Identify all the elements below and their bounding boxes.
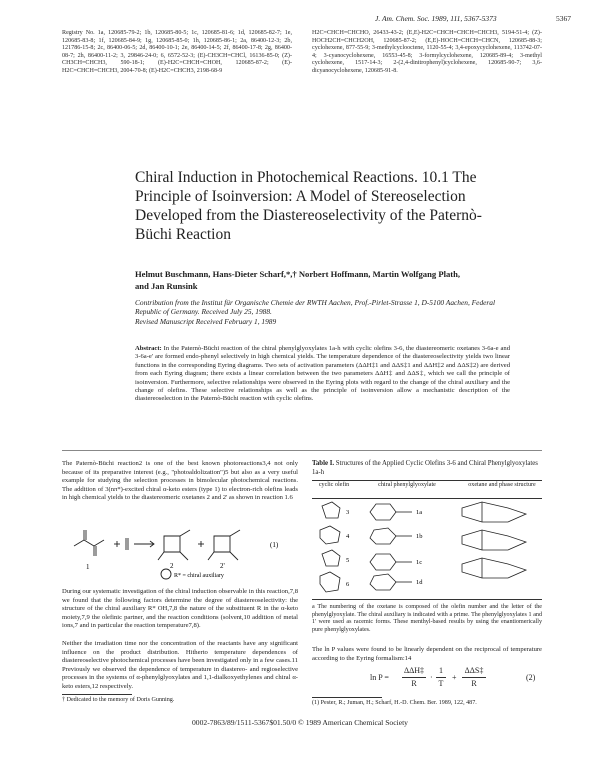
page-number: 5367 — [556, 14, 571, 23]
table-header-oxetane: oxetane and phase structure — [468, 482, 536, 488]
eyring-equation — [312, 664, 542, 694]
reference-rule — [312, 697, 382, 698]
fraction-bar-3 — [462, 677, 486, 678]
equation-den-2: T — [438, 679, 444, 688]
table-caption-text: Structures of the Applied Cyclic Olefins 3-6 and Chiral Phenylglyoxylates 1a-h — [312, 460, 538, 476]
section-divider — [62, 450, 542, 451]
table-header-olefin: cyclic olefin — [318, 482, 350, 488]
table-header-glyoxylate: chiral phenylglyoxylate — [378, 482, 436, 488]
olefin-label: 6 — [346, 581, 350, 588]
registry-numbers-left: Registry No. 1a, 120685-79-2; 1b, 120685-80-5; 1c, 120685-81-6; 1d, 120685-82-7; 1e, 120685-83-8; 1f, 120685-84-9; 1g, 120685-85-0; 1h, 120685-86-1; 2a, 86400-12-3; 2b, 121786-15-8; 2c, 86400-06-5; 2d, 86400-10-1; 2e, 86400-14-5; 2f, 86400-17-8; 2g, 86400-08-7; 2h, 86400-11-2; 3, 29846-24-0; 6, 6572-52-3; (E)-CH3CH=CHCl, 16136-85-0; (Z)-CH3CH=CHCH3, 590-18-1; (E)-H2C=CHCH=CHOH, 120685-87-2; (E)-H2C=CHCH=CHCH3, 2004-70-8; (E)-H2C=CHCH3, 2198-68-9 — [62, 30, 292, 74]
table-footnote: a The numbering of the oxetane is composed of the olefin number and the letter of the phenylglyoxylate. The chiral auxiliary is indicated with a prime. The phenylglyoxylates 1 and 1' were used as racemic forms. These menthyl-based results by using the enantiomerically pure phenylglyoxylates. — [312, 604, 542, 633]
fraction-bar-2 — [436, 677, 446, 678]
reference-1: (1) Pester, R.; Juman, H.; Scharf, H.-D. Chem. Ber. 1989, 122, 487. — [312, 700, 477, 706]
abstract-label: Abstract: — [135, 345, 162, 352]
running-header — [0, 14, 600, 28]
revised-date: Revised Manuscript Received February 1, 1989 — [135, 316, 277, 326]
equation-times: · — [430, 673, 433, 682]
olefin-label: 4 — [346, 533, 350, 540]
body-paragraph-2: During our systematic investigation of the chiral induction observable in this reaction,7,8 we found that the following factors determine the degree of diastereoselectivity: the structure of the chiral auxiliary R* OH,7,8 the nature of the substituent R in the α-keto moiety,7,9 the olefinic partner, and the reaction conditions (solvent,10 addition of metal ions,7 and in particular the reaction temperature7,8). — [62, 588, 298, 629]
compound-label-2: 2 — [170, 562, 174, 570]
registry-numbers-right: H2C=CHCH=CHCHO, 26433-43-2; (E,E)-H2C=CHCH=CHCH=CHCH3, 5194-51-4; (Z)-HOCH2CH=CHCH2OH, 120685-87-2; (E,E)-HOCH=CHCH=CHCN, 120685-88-3; cyclohexene, 877-55-9; 3-methylcyclooctene, 1120-55-4; 3,4-epoxycyclohexene, 113742-07-4; 3-cyanocyclohexene, 16553-45-8; 3-formylcyclohexene, 120685-89-4; 3-methyl cyclohexene, 1517-14-3; 2-(2,4-dinitrophenyl)cyclohexene, 120685-90-7; 3,6-dicyanocyclohexene, 120685-91-8. — [312, 30, 542, 74]
equation-den-3: R — [471, 679, 477, 688]
affiliation — [135, 298, 515, 326]
reaction-scheme-drawing — [62, 522, 298, 584]
olefin-label: 3 — [346, 509, 350, 516]
compound-label-2-prime: 2' — [220, 562, 225, 570]
equation-plus: + — [452, 673, 457, 682]
table-top-rule — [312, 480, 542, 481]
author-list — [135, 268, 515, 292]
body-paragraph-1: The Paternò-Büchi reaction2 is one of the best known photoreactions3,4 not only because of its preparative interest (e.g., "photoaldolization")5 but also as a very useful example for studying the selection processes in bimolecular photochemical reactions. The addition of 3(nπ*)-excited chiral α-keto esters (type 1) to electron-rich olefins leads in high chemical yields to the diastereomeric oxetanes 2 and 2' as shown in reaction 1.6 — [62, 460, 298, 501]
body-right-paragraph-1: The ln P values were found to be linearly dependent on the reciprocal of temperature according to the Eyring formalism:14 — [312, 646, 542, 662]
equation-lhs: ln P = — [370, 673, 389, 682]
table-caption-label: Table I. — [312, 460, 335, 467]
equation-num-2: 1 — [439, 666, 443, 675]
abstract — [135, 345, 510, 404]
glyoxylate-label: 1a — [416, 509, 423, 516]
reaction-number: (1) — [270, 541, 279, 549]
authors-line-2: and Jan Runsink — [135, 281, 198, 291]
reaction-scheme — [62, 522, 298, 584]
copyright-footer: 0002-7863/89/1511-5367$01.50/0 © 1989 American Chemical Society — [192, 718, 408, 727]
compound-label-1: 1 — [86, 563, 90, 571]
fraction-bar-1 — [402, 677, 426, 678]
structures-drawing — [312, 500, 542, 598]
table-bottom-rule — [312, 599, 542, 600]
affiliation-text: Contribution from the Institut für Organische Chemie der RWTH Aachen, Prof.-Pirlet-Strasse 1, D-5100 Aachen, Federal Republic of Germany. Received July 25, 1988. — [135, 298, 496, 317]
authors-line-1: Helmut Buschmann, Hans-Dieter Scharf,*,† Norbert Hoffmann, Martin Wolfgang Plath, — [135, 269, 461, 279]
equation-den-1: R — [411, 679, 417, 688]
journal-citation: J. Am. Chem. Soc. 1989, 111, 5367-5373 — [375, 14, 497, 23]
glyoxylate-label: 1c — [416, 559, 423, 566]
equation-num-1: ΔΔH‡ — [403, 666, 425, 675]
olefin-label: 5 — [346, 557, 350, 564]
article-title: Chiral Induction in Photochemical Reactions. 10.1 The Principle of Isoinversion: A Model of Stereoselection Developed from the Diastereoselectivity of the Paternò-Büchi Reaction — [135, 169, 482, 243]
table-caption — [312, 460, 542, 477]
equation-num-3: ΔΔS‡ — [464, 666, 484, 675]
structure-table — [312, 480, 542, 600]
table-header-rule — [312, 498, 542, 499]
scheme-legend: R* = chiral auxiliary — [174, 573, 224, 579]
dedication-footnote: † Dedicated to the memory of Doris Gunning. — [62, 697, 175, 703]
footnote-rule — [62, 694, 132, 695]
glyoxylate-label: 1b — [416, 533, 423, 540]
body-paragraph-3: Neither the irradiation time nor the concentration of the reactants have any significant influence on the product distribution. Hitherto temperature dependences of diastereoselective photochemical processes have been investigated only in a few cases.11 Previously we observed the dependence of temperature in diastereo- and regioselective processes in the systems of α-phenylglyoxylates and 1,1-dialkoxyethylenes and chiral α-keto esters,12 respectively. — [62, 640, 298, 690]
glyoxylate-label: 1d — [416, 579, 423, 586]
equation-number: (2) — [526, 673, 536, 682]
abstract-text: In the Paternò-Büchi reaction of the chiral phenylglyoxylates 1a-h with cyclic olefins 3-6, the diastereomeric oxetanes 3-6a-e and 3-6a-e' are formed endo-phenyl selectively in high chemical yields. The temperature dependence of the diastereoselectivity yields two linear functions in the corresponding Eyring diagrams. Two sets of activation parameters (ΔΔH‡1 and ΔΔS‡1 and ΔΔH‡2 and ΔΔS‡2) are derived from each Eyring diagram; there exists a linear correlation between the two parameters ΔΔH‡ and ΔΔS‡, which we call the principle of isoinversion. Furthermore, selective relationships were observed in the Eyring plots with regard to the change of the chiral auxiliary and the change of olefins. These selective relationships as well as the principle of isoinversion allow a mechanistic description of the diastereoselection in the Paternò-Büchi reaction with cyclic olefins. — [135, 345, 511, 403]
